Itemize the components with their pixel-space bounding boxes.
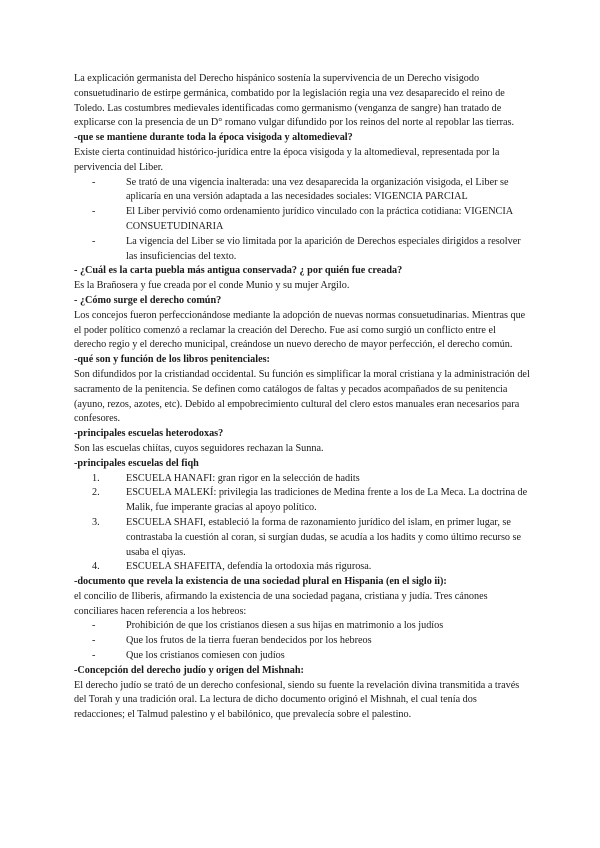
section-heading-fiqh: -principales escuelas del fiqh <box>74 457 199 469</box>
section-text-derecho-judio: El derecho judío se trató de un derecho confesional, siendo su fuente la revelación divina transmitida a través del Torah y una tradición oral. La lectura de dicho documento originó el Mishnah, el cual tenía dos redacciones; el Talmud palestino y el babilónico, que prevalecía sobre el palestino. <box>74 679 520 721</box>
list-number: 2. <box>92 487 100 499</box>
list-item-text: ESCUELA SHAFI, estableció la forma de razonamiento jurídico del islam, en primer lugar, se contrastaba la cuestión al coran, si surgían dudas, se acudía a los hadits y como último recurso se usaba el qiyas. <box>126 516 522 558</box>
section-text-carta-puebla: Es la Brañosera y fue creada por el conde Munio y su mujer Argilo. <box>74 280 350 292</box>
list-item-text: ESCUELA MALEKÍ: privilegia las tradiciones de Medina frente a los de La Meca. La doctrina de Malik, fue imperante gracias al apoyo político. <box>126 487 528 514</box>
list-number: 3. <box>92 516 100 528</box>
list-item: - La vigencia del Liber se vio limitada por la aparición de Derechos especiales dirigidos a resolver las insuficiencias del texto. <box>92 235 530 265</box>
section-text-penitenciales: Son difundidos por la cristiandad occidental. Su función es simplificar la moral cristiana y la administración del sacramento de la penitencia. Se definen como catálogos de faltas y pecados acompañados de su penitencia (ayuno, rezos, azotes, etc). Debido al empobrecimiento cultural del clero estos manuales eran necesarios para confesores. <box>74 368 530 425</box>
section-text-visigoda: Existe cierta continuidad histórico-jurídica entre la época visigoda y la altomedieval, representada por la pervivencia del Liber. <box>74 146 500 173</box>
list-canones <box>74 619 530 663</box>
list-item-text: ESCUELA SHAFEITA, defendía la ortodoxia más rigurosa. <box>126 561 372 573</box>
section-heading-sociedad-plural: -documento que revela la existencia de una sociedad plural en Hispania (en el siglo ii): <box>74 576 447 588</box>
list-item: - Que los cristianos comiesen con judíos <box>92 649 530 664</box>
intro-paragraph: La explicación germanista del Derecho hispánico sostenía la supervivencia de un Derecho visigodo consuetudinario de estirpe germánica, combatido por la legislación regia una vez desaparecido el reino de Toledo. Las costumbres medievales identificadas como germanismo (venganza de sangre) han tratado de explicarse con la presencia de un D° romano vulgar difundido por los reinos del norte al repoblar las tierras. <box>74 73 515 129</box>
list-item: - Que los frutos de la tierra fueran bendecidos por los hebreos <box>92 634 530 649</box>
list-item <box>92 472 530 487</box>
document-page <box>74 72 530 723</box>
list-item: - Prohibición de que los cristianos diesen a sus hijas en matrimonio a los judíos <box>92 619 530 634</box>
list-number: 4. <box>92 561 100 573</box>
list-item <box>92 560 530 575</box>
section-heading-heterodoxas: -principales escuelas heterodoxas? <box>74 428 224 440</box>
section-heading-visigoda: -que se mantiene durante toda la época visigoda y altomedieval? <box>74 132 353 144</box>
list-item <box>92 486 530 516</box>
section-text-sociedad-plural: el concilio de Iliberis, afirmando la existencia de una sociedad pagana, cristiana y judía. Tres cánones conciliares hacen referencia a los hebreos: <box>74 590 488 617</box>
section-heading-derecho-judio: -Concepción del derecho judío y origen del Mishnah: <box>74 664 304 676</box>
list-escuelas-fiqh <box>74 472 530 576</box>
list-item-text: ESCUELA HANAFI: gran rigor en la selección de hadits <box>126 472 360 484</box>
list-item: - Se trató de una vigencia inalterada: una vez desaparecida la organización visigoda, el Liber se aplicaría en una versión adaptada a las necesidades sociales: VIGENCIA PARCIAL <box>92 176 530 206</box>
list-item <box>92 516 530 560</box>
section-text-heterodoxas: Son las escuelas chiítas, cuyos seguidores rechazan la Sunna. <box>74 442 324 454</box>
list-vigencia <box>74 176 530 265</box>
section-heading-carta-puebla: - ¿Cuál es la carta puebla más antigua conservada? ¿ por quién fue creada? <box>74 265 403 277</box>
list-item: - El Liber pervivió como ordenamiento jurídico vinculado con la práctica cotidiana: VIGENCIA CONSUETUDINARIA <box>92 205 530 235</box>
section-text-derecho-comun: Los concejos fueron perfeccionándose mediante la adopción de nuevas normas consuetudinarias. Mientras que el poder político comenzó a reclamar la creación del Derecho. Fue así como surgió un conflicto entre el derecho regio y el derecho municipal, creándose un nuevo derecho de mayor perfección, el derecho común. <box>74 309 526 351</box>
section-heading-derecho-comun: - ¿Cómo surge el derecho común? <box>74 294 222 306</box>
section-heading-penitenciales: -qué son y función de los libros penitenciales: <box>74 354 270 366</box>
list-number: 1. <box>92 472 100 484</box>
